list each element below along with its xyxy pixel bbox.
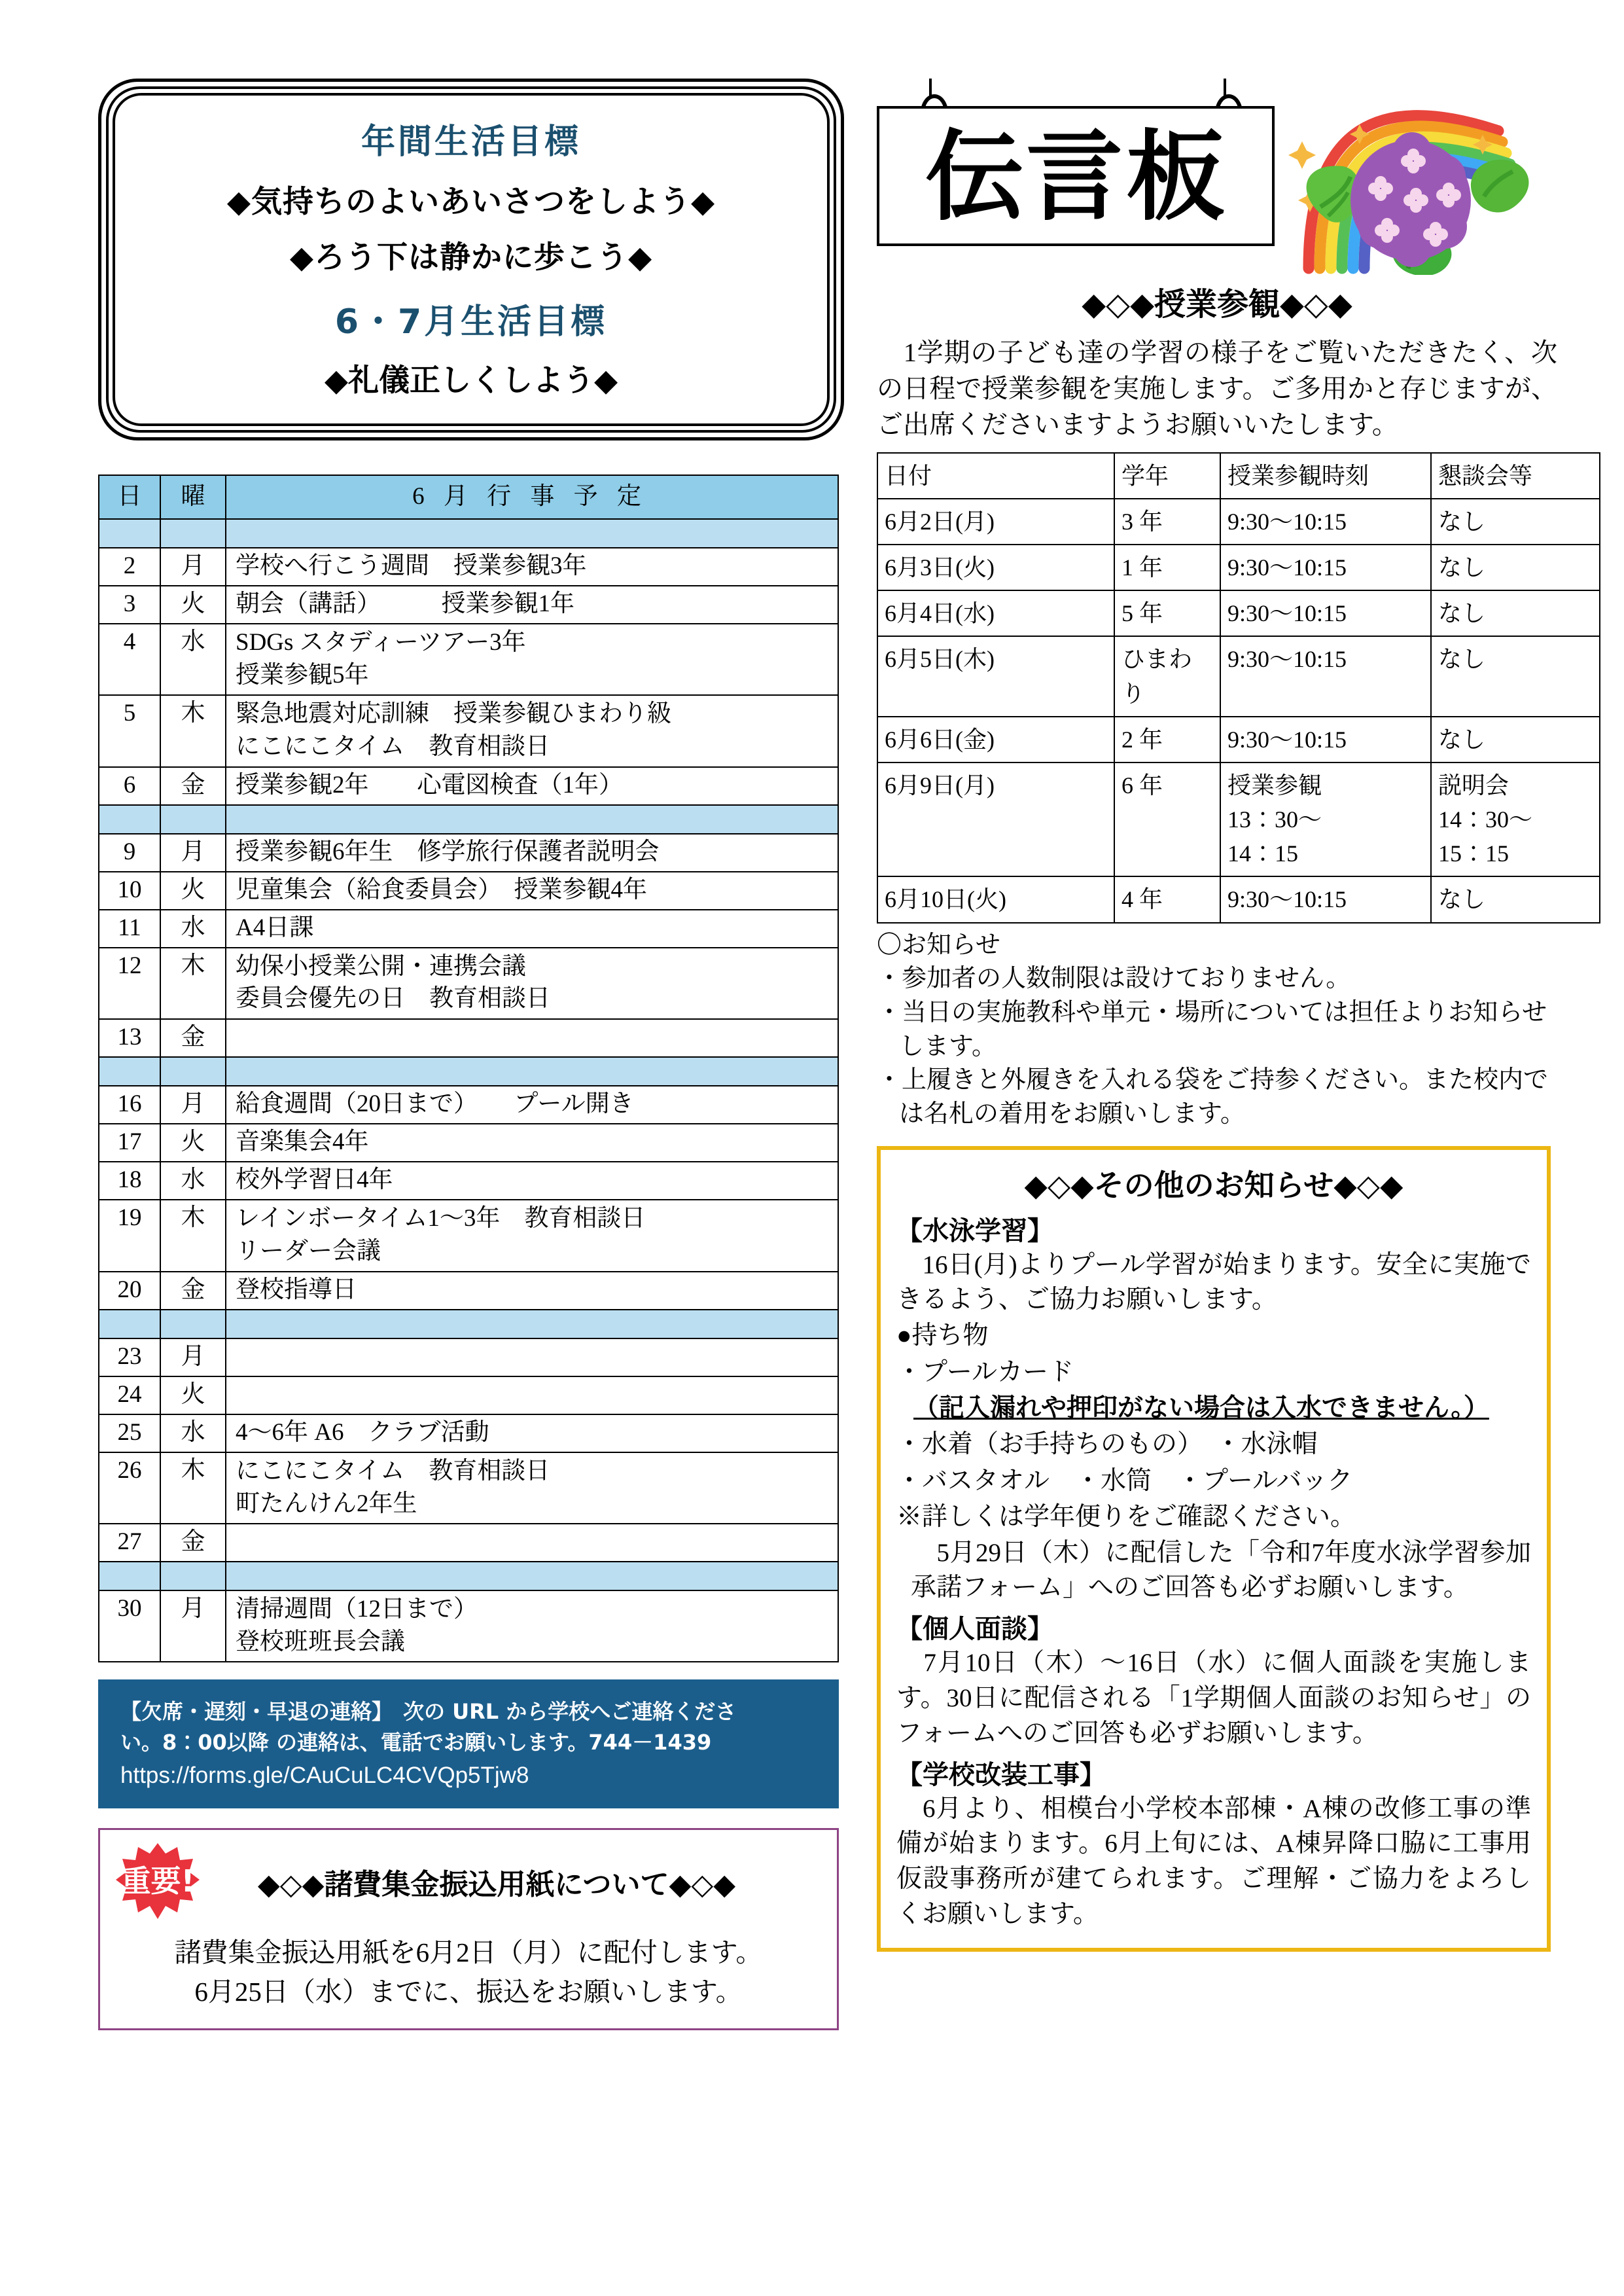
table-row xyxy=(877,717,1600,762)
obs-cell-time: 授業参観 13：30～ 14：15 xyxy=(1220,762,1431,877)
separator-cell xyxy=(99,805,160,834)
cell-dayofweek: 火 xyxy=(160,1376,226,1414)
table-row xyxy=(99,1200,838,1271)
notice-heading: 〇お知らせ xyxy=(877,931,1000,959)
obs-cell-talk: なし xyxy=(1431,876,1600,922)
obs-cell-time: 9:30～10:15 xyxy=(1220,717,1431,762)
obs-cell-date: 6月10日(火) xyxy=(877,876,1114,922)
cell-events xyxy=(226,1019,838,1057)
important-title: ◆◇◆諸費集金振込用紙について◆◇◆ xyxy=(257,1868,736,1902)
event-line: リーダー会議 xyxy=(236,1237,381,1265)
rainbow-hydrangea-illustration xyxy=(1282,79,1544,275)
renovation-heading: 【学校改装工事】 xyxy=(896,1759,1106,1790)
table-row xyxy=(99,1272,838,1310)
cell-dayofweek: 木 xyxy=(160,948,226,1019)
life-goals-border-mid xyxy=(106,86,836,433)
cell-events xyxy=(226,586,838,624)
table-row xyxy=(99,767,838,805)
cell-events xyxy=(226,910,838,948)
obs-cell-time: 9:30～10:15 xyxy=(1220,499,1431,545)
event-line: 学校へ行こう週間 授業参観3年 xyxy=(236,552,587,579)
table-row xyxy=(99,624,838,695)
monthly-goal-title: 6・7月生活目標 xyxy=(334,302,608,342)
cell-day: 16 xyxy=(99,1086,160,1124)
cell-events xyxy=(226,1272,838,1310)
table-row xyxy=(99,910,838,948)
important-header xyxy=(116,1842,821,1922)
monthly-goal-line: ◆礼儀正しくしよう◆ xyxy=(324,363,618,399)
cell-events xyxy=(226,1376,838,1414)
cell-day: 13 xyxy=(99,1019,160,1057)
separator-cell xyxy=(99,519,160,548)
cell-day: 23 xyxy=(99,1338,160,1376)
header-events: 6 月 行 事 予 定 xyxy=(226,475,838,519)
event-line: 児童集会（給食委員会） 授業参観4年 xyxy=(236,876,647,903)
swimming-intro: 16日(月)よりプール学習が始まります。安全に実施できるよう、ご協力お願いします。 xyxy=(896,1250,1531,1314)
cell-events xyxy=(226,1524,838,1562)
obs-cell-grade: 6 年 xyxy=(1114,762,1220,877)
cell-day: 27 xyxy=(99,1524,160,1562)
cell-events xyxy=(226,548,838,586)
table-row xyxy=(99,948,838,1019)
obs-cell-date: 6月3日(火) xyxy=(877,545,1114,590)
table-row xyxy=(99,1590,838,1662)
obs-cell-time: 9:30～10:15 xyxy=(1220,590,1431,636)
week-separator-row xyxy=(99,805,838,834)
cell-events xyxy=(226,695,838,766)
obs-cell-talk: なし xyxy=(1431,545,1600,590)
obs-header-date: 日付 xyxy=(877,453,1114,499)
cell-events xyxy=(226,767,838,805)
annual-goal-line-1: ◆気持ちのよいあいさつをしよう◆ xyxy=(226,184,716,220)
cell-day: 18 xyxy=(99,1162,160,1200)
obs-cell-grade: 2 年 xyxy=(1114,717,1220,762)
table-row xyxy=(99,548,838,586)
separator-cell xyxy=(99,1057,160,1086)
annual-goal-line-2: ◆ろう下は静かに歩こう◆ xyxy=(289,240,653,276)
left-column xyxy=(98,79,844,2030)
table-row xyxy=(99,1376,838,1414)
separator-cell xyxy=(99,1562,160,1590)
table-row xyxy=(877,545,1600,590)
cell-day: 2 xyxy=(99,548,160,586)
event-line: 幼保小授業公開・連携会議 xyxy=(236,952,526,980)
cell-dayofweek: 月 xyxy=(160,834,226,872)
swimming-items-heading: ●持ち物 xyxy=(896,1321,989,1350)
event-line xyxy=(236,1022,834,1053)
cell-day: 25 xyxy=(99,1414,160,1452)
table-row xyxy=(99,1162,838,1200)
header-day: 日 xyxy=(99,475,160,519)
obs-cell-grade: 5 年 xyxy=(1114,590,1220,636)
cell-day: 3 xyxy=(99,586,160,624)
contact-line-1: 【欠席・遅刻・早退の連絡】 次の URL から学校へご連絡くださ xyxy=(120,1699,737,1725)
separator-cell xyxy=(226,519,838,548)
swimming-item-3: ・バスタオル ・水筒 ・プールバック xyxy=(896,1466,1353,1495)
table-row xyxy=(877,590,1600,636)
obs-cell-time: 9:30～10:15 xyxy=(1220,545,1431,590)
swimming-heading: 【水泳学習】 xyxy=(896,1215,1053,1246)
notice-item-1: ・参加者の人数制限は設けておりません。 xyxy=(877,965,1351,993)
cell-events xyxy=(226,1590,838,1662)
cell-events xyxy=(226,1338,838,1376)
separator-cell xyxy=(160,1057,226,1086)
cell-events xyxy=(226,872,838,910)
obs-cell-date: 6月9日(月) xyxy=(877,762,1114,877)
separator-cell xyxy=(226,1057,838,1086)
event-line: 町たんけん2年生 xyxy=(236,1490,417,1517)
notice-item-2: ・当日の実施教科や単元・場所については担任よりお知らせします。 xyxy=(877,998,1547,1060)
cell-dayofweek: 木 xyxy=(160,1452,226,1524)
obs-cell-date: 6月5日(木) xyxy=(877,636,1114,716)
cell-events xyxy=(226,1200,838,1271)
obs-cell-talk: なし xyxy=(1431,590,1600,636)
obs-cell-grade: ひまわり xyxy=(1114,636,1220,716)
week-separator-row xyxy=(99,519,838,548)
dengonban-header xyxy=(877,79,1557,275)
obs-cell-talk: 説明会 14：30～ 15：15 xyxy=(1431,762,1600,877)
separator-cell xyxy=(226,1310,838,1338)
obs-cell-grade: 4 年 xyxy=(1114,876,1220,922)
cell-dayofweek: 水 xyxy=(160,1162,226,1200)
obs-header-grade: 学年 xyxy=(1114,453,1220,499)
table-row xyxy=(99,1338,838,1376)
separator-cell xyxy=(99,1310,160,1338)
cell-dayofweek: 水 xyxy=(160,624,226,695)
table-row xyxy=(99,695,838,766)
cell-dayofweek: 木 xyxy=(160,695,226,766)
table-row xyxy=(99,1124,838,1162)
swimming-note: ※詳しくは学年便りをご確認ください。 xyxy=(896,1503,1356,1532)
cell-day: 30 xyxy=(99,1590,160,1662)
cell-events xyxy=(226,834,838,872)
table-row xyxy=(99,1086,838,1124)
cell-events xyxy=(226,1124,838,1162)
event-line: 授業参観2年 心電図検査（1年） xyxy=(236,771,623,798)
obs-header-time: 授業参観時刻 xyxy=(1220,453,1431,499)
contact-line-2: い。8：00以降 の連絡は、電話でお願いします。744－1439 xyxy=(120,1729,712,1755)
cell-day: 11 xyxy=(99,910,160,948)
cell-dayofweek: 火 xyxy=(160,586,226,624)
important-stamp-icon xyxy=(116,1842,200,1922)
event-line: にこにこタイム 教育相談日 xyxy=(236,732,550,760)
week-separator-row xyxy=(99,1562,838,1590)
event-line: 給食週間（20日まで） プール開き xyxy=(236,1090,634,1118)
cell-dayofweek: 金 xyxy=(160,767,226,805)
other-news-box xyxy=(877,1146,1551,1952)
cell-dayofweek: 金 xyxy=(160,1272,226,1310)
important-payment-box xyxy=(98,1828,839,2030)
cell-dayofweek: 水 xyxy=(160,1414,226,1452)
obs-cell-grade: 3 年 xyxy=(1114,499,1220,545)
cell-dayofweek: 水 xyxy=(160,910,226,948)
cell-day: 24 xyxy=(99,1376,160,1414)
cell-events xyxy=(226,1452,838,1524)
annual-goal-title: 年間生活目標 xyxy=(361,122,581,162)
svg-text:重要!: 重要! xyxy=(120,1863,195,1899)
table-row xyxy=(877,762,1600,877)
event-line: 委員会優先の日 教育相談日 xyxy=(236,985,550,1013)
event-line: 登校班班長会議 xyxy=(236,1628,405,1655)
life-goals-border-inner xyxy=(113,93,830,426)
table-row xyxy=(877,876,1600,922)
observation-intro: 1学期の子ども達の学習の様子をご覧いただきたく、次の日程で授業参観を実施します。ご多用かと存じますが、ご出席くださいますようお願いいたします。 xyxy=(877,338,1557,440)
cell-day: 19 xyxy=(99,1200,160,1271)
event-line xyxy=(236,1379,834,1410)
separator-cell xyxy=(226,1562,838,1590)
cell-day: 12 xyxy=(99,948,160,1019)
event-line: 校外学習日4年 xyxy=(236,1166,393,1194)
absence-contact-box xyxy=(98,1679,839,1808)
table-row xyxy=(877,499,1600,545)
cell-events xyxy=(226,1162,838,1200)
renovation-paragraph: 6月より、相模台小学校本部棟・A棟の改修工事の準備が始まります。6月上旬には、A棟昇降口脇に工事用仮設事務所が建てられます。ご理解・ご協力をよろしくお願いします。 xyxy=(896,1794,1531,1929)
cell-dayofweek: 月 xyxy=(160,548,226,586)
cell-dayofweek: 火 xyxy=(160,872,226,910)
obs-cell-date: 6月2日(月) xyxy=(877,499,1114,545)
event-line: 音楽集会4年 xyxy=(236,1128,369,1156)
header-dow: 曜 xyxy=(160,475,226,519)
observation-notices xyxy=(877,929,1557,1132)
interview-paragraph: 7月10日（木）～16日（水）に個人面談を実施します。30日に配信される「1学期個人面談のお知らせ」のフォームへのご回答も必ずお願いします。 xyxy=(896,1649,1531,1748)
cell-dayofweek: 月 xyxy=(160,1086,226,1124)
contact-form-url[interactable]: https://forms.gle/CAuCuLC4CVQp5Tjw8 xyxy=(120,1763,529,1789)
cell-events xyxy=(226,1414,838,1452)
obs-cell-time: 9:30～10:15 xyxy=(1220,876,1431,922)
week-separator-row xyxy=(99,1057,838,1086)
obs-header-talk: 懇談会等 xyxy=(1431,453,1600,499)
obs-cell-talk: なし xyxy=(1431,636,1600,716)
cell-day: 6 xyxy=(99,767,160,805)
swimming-item-2: ・水着（お手持ちのもの） ・水泳帽 xyxy=(896,1430,1318,1459)
cell-day: 10 xyxy=(99,872,160,910)
event-line: 登校指導日 xyxy=(236,1276,357,1303)
event-line: 朝会（講話） 授業参観1年 xyxy=(236,590,574,618)
event-line: にこにこタイム 教育相談日 xyxy=(236,1457,550,1484)
observation-section-title: ◆◇◆授業参観◆◇◆ xyxy=(1082,286,1352,323)
table-row xyxy=(99,872,838,910)
swimming-item-1-note: （記入漏れや押印がない場合は入水できません。） xyxy=(913,1393,1489,1424)
event-line xyxy=(236,1341,834,1372)
dengonban-sign xyxy=(877,106,1275,246)
week-separator-row xyxy=(99,1310,838,1338)
table-row xyxy=(99,586,838,624)
life-goals-box xyxy=(98,79,844,440)
june-schedule-table xyxy=(98,475,839,1662)
event-line: 4～6年 A6 クラブ活動 xyxy=(236,1418,489,1446)
cell-day: 9 xyxy=(99,834,160,872)
observation-schedule-table xyxy=(877,452,1600,924)
event-line: SDGs スタディーツアー3年 xyxy=(236,629,526,656)
event-line: 緊急地震対応訓練 授業参観ひまわり級 xyxy=(236,700,671,728)
swimming-item-1: ・プールカード xyxy=(896,1357,1074,1386)
cell-dayofweek: 木 xyxy=(160,1200,226,1271)
obs-cell-grade: 1 年 xyxy=(1114,545,1220,590)
table-row xyxy=(99,834,838,872)
separator-cell xyxy=(226,805,838,834)
event-line: 授業参観6年生 修学旅行保護者説明会 xyxy=(236,838,660,865)
event-line: A4日課 xyxy=(236,914,314,941)
notice-item-3: ・上履きと外履きを入れる袋をご持参ください。また校内では名札の着用をお願いします。 xyxy=(877,1066,1549,1128)
cell-events xyxy=(226,1086,838,1124)
table-row xyxy=(99,1452,838,1524)
important-body-line-1: 諸費集金振込用紙を6月2日（月）に配付します。 xyxy=(174,1937,763,1968)
other-news-title: ◆◇◆その他のお知らせ◆◇◆ xyxy=(1024,1167,1403,1203)
cell-day: 17 xyxy=(99,1124,160,1162)
event-line xyxy=(236,1526,834,1558)
cell-day: 5 xyxy=(99,695,160,766)
obs-cell-talk: なし xyxy=(1431,717,1600,762)
event-line: レインボータイム1～3年 教育相談日 xyxy=(236,1205,646,1232)
table-row xyxy=(99,1524,838,1562)
cell-dayofweek: 金 xyxy=(160,1524,226,1562)
table-row xyxy=(99,1019,838,1057)
separator-cell xyxy=(160,1310,226,1338)
separator-cell xyxy=(160,805,226,834)
separator-cell xyxy=(160,519,226,548)
cell-dayofweek: 火 xyxy=(160,1124,226,1162)
interview-heading: 【個人面談】 xyxy=(896,1614,1053,1645)
table-header-row xyxy=(99,475,838,519)
obs-cell-talk: なし xyxy=(1431,499,1600,545)
right-column xyxy=(877,79,1557,1952)
important-body-line-2: 6月25日（水）までに、振込をお願いします。 xyxy=(194,1976,743,2007)
important-body xyxy=(116,1933,821,2011)
obs-header-row xyxy=(877,453,1600,499)
separator-cell xyxy=(160,1562,226,1590)
cell-events xyxy=(226,624,838,695)
cell-day: 20 xyxy=(99,1272,160,1310)
cell-dayofweek: 月 xyxy=(160,1338,226,1376)
cell-dayofweek: 月 xyxy=(160,1590,226,1662)
event-line: 授業参観5年 xyxy=(236,661,369,689)
dengonban-title: 伝言板 xyxy=(924,120,1227,234)
obs-cell-time: 9:30～10:15 xyxy=(1220,636,1431,716)
cell-dayofweek: 金 xyxy=(160,1019,226,1057)
obs-cell-date: 6月6日(金) xyxy=(877,717,1114,762)
event-line: 清掃週間（12日まで） xyxy=(236,1596,478,1623)
table-row xyxy=(877,636,1600,716)
cell-day: 26 xyxy=(99,1452,160,1524)
obs-cell-date: 6月4日(水) xyxy=(877,590,1114,636)
table-row xyxy=(99,1414,838,1452)
cell-day: 4 xyxy=(99,624,160,695)
cell-events xyxy=(226,948,838,1019)
swimming-form-paragraph: 5月29日（木）に配信した「令和7年度水泳学習参加承諾フォーム」へのご回答も必ずお願いします。 xyxy=(911,1538,1531,1602)
